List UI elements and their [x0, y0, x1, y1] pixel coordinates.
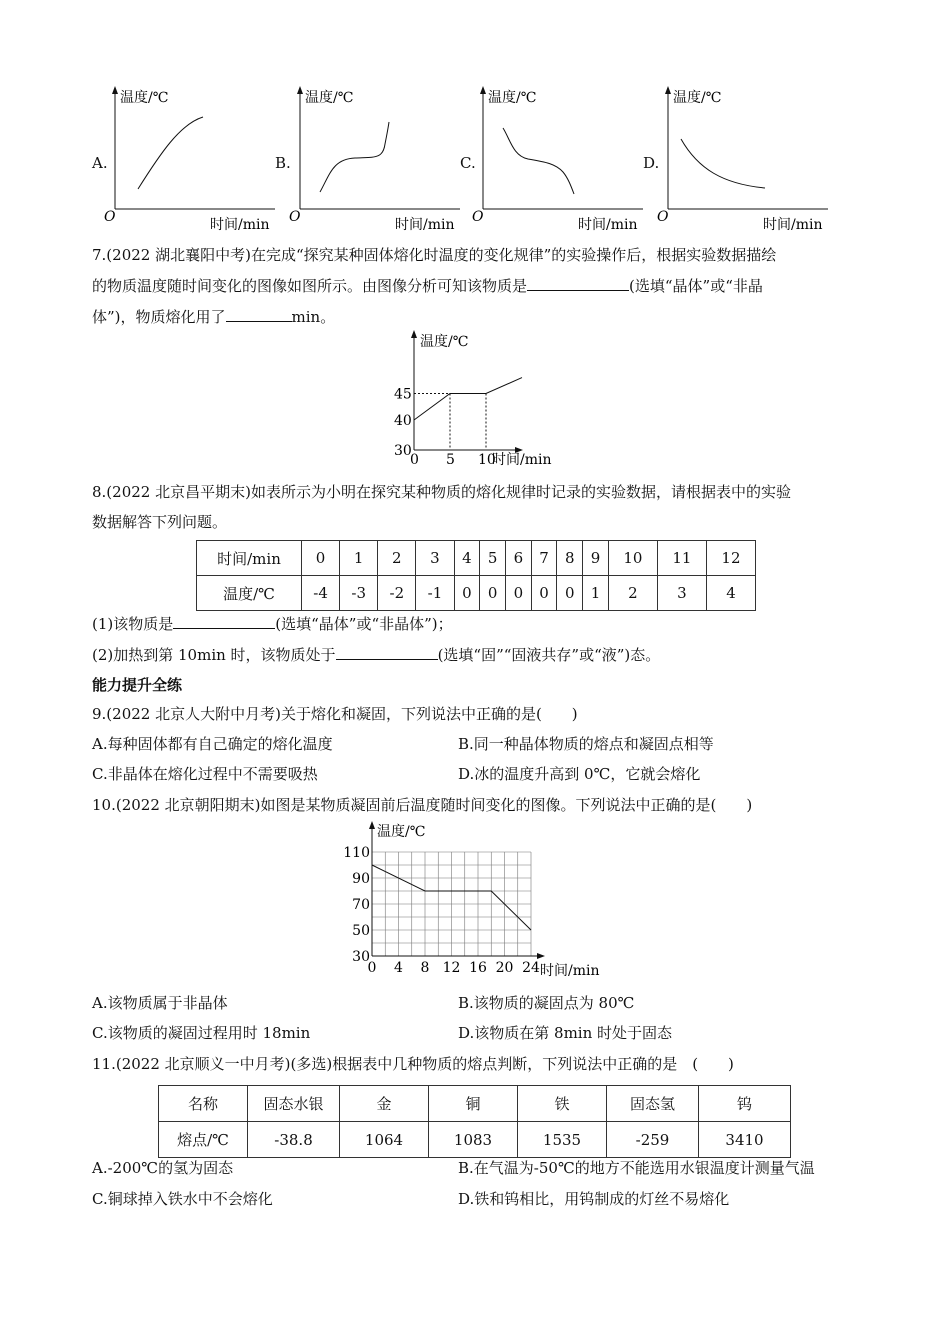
- table-cell: 7: [531, 541, 557, 576]
- q10-option-b[interactable]: B.该物质的凝固点为 80℃: [458, 994, 635, 1012]
- q8-time-header: 时间/min: [197, 541, 302, 576]
- q7-ytick-label: 30: [394, 443, 412, 459]
- q10-chart-xlabel: 时间/min: [540, 963, 600, 979]
- table-cell: 0: [531, 576, 557, 611]
- table-cell: 0: [480, 576, 506, 611]
- q7-ytick-label: 40: [394, 413, 412, 429]
- q7-line3b: min。: [291, 308, 336, 326]
- q8-table-row-temp: [197, 576, 756, 611]
- q11-table-row-mp: [159, 1122, 791, 1158]
- q9-option-d[interactable]: D.冰的温度升高到 0℃，它就会熔化: [458, 765, 701, 783]
- table-cell: 8: [557, 541, 583, 576]
- graph-b-ylabel: 温度/℃: [305, 90, 354, 106]
- q8-part1-a: (1)该物质是: [92, 615, 174, 633]
- q11-option-a[interactable]: A.-200℃的氢为固态: [92, 1159, 234, 1177]
- q7-line2b: (选填“晶体”或“非晶: [629, 277, 763, 295]
- q7-xtick-label: 5: [446, 452, 455, 468]
- q8-part1: [92, 612, 453, 635]
- graph-c-xlabel: 时间/min: [578, 217, 638, 233]
- q8-part2: [92, 643, 660, 666]
- q8-line2: 数据解答下列问题。: [92, 513, 228, 531]
- table-cell: 0: [302, 541, 340, 576]
- q7-chart-xlabel: 时间/min: [492, 452, 552, 468]
- table-cell: 固态氢: [607, 1086, 699, 1122]
- q10-ytick-label: 90: [352, 871, 370, 887]
- option-d-label: D.: [643, 154, 660, 172]
- table-cell: 金: [340, 1086, 429, 1122]
- q11-stem: 11.(2022 北京顺义一中月考)(多选)根据表中几种物质的熔点判断，下列说法中正确的是 ( ): [92, 1055, 734, 1073]
- q7-xtick-label: 10: [478, 452, 496, 468]
- graph-c-origin: O: [472, 209, 484, 225]
- q7-xtick-label: 0: [410, 452, 419, 468]
- q10-xtick-label: 4: [394, 960, 403, 976]
- table-cell: 铁: [518, 1086, 607, 1122]
- q8-table-row-time: [197, 541, 756, 576]
- q8-answer-blank-2[interactable]: [336, 643, 438, 660]
- table-cell: -3: [340, 576, 378, 611]
- q7-ytick-label: 45: [394, 386, 412, 403]
- q7-answer-blank-2[interactable]: [226, 305, 292, 322]
- table-cell: 2: [378, 541, 416, 576]
- q9-option-c[interactable]: C.非晶体在熔化过程中不需要吸热: [92, 765, 318, 783]
- table-cell: 11: [657, 541, 706, 576]
- table-cell: 0: [505, 576, 531, 611]
- q7-line3: [92, 305, 335, 328]
- table-cell: 0: [557, 576, 583, 611]
- table-cell: 1083: [429, 1122, 518, 1158]
- q8-table: [196, 540, 756, 611]
- table-cell: 1535: [518, 1122, 607, 1158]
- option-b-label: B.: [275, 154, 291, 172]
- q10-xtick-label: 12: [442, 960, 461, 976]
- graph-a-curve: [138, 117, 203, 189]
- q8-part1-b: (选填“晶体”或“非晶体”)；: [275, 615, 453, 633]
- graph-a-ylabel: 温度/℃: [120, 90, 169, 106]
- table-cell: 2: [608, 576, 657, 611]
- graph-d-xlabel: 时间/min: [763, 217, 823, 233]
- q10-ytick-label: 70: [352, 897, 370, 913]
- q10-xtick-label: 24: [522, 960, 540, 976]
- q11-option-b[interactable]: B.在气温为-50℃的地方不能选用水银温度计测量气温: [458, 1159, 815, 1177]
- q7-line2a: 的物质温度随时间变化的图像如图所示。由图像分析可知该物质是: [92, 277, 528, 295]
- table-cell: 4: [454, 541, 480, 576]
- table-cell: 铜: [429, 1086, 518, 1122]
- table-cell: 3410: [699, 1122, 791, 1158]
- table-cell: 钨: [699, 1086, 791, 1122]
- q7-line3a: 体”)，物质熔化用了: [92, 308, 226, 326]
- q10-option-c[interactable]: C.该物质的凝固过程用时 18min: [92, 1024, 311, 1042]
- graph-b-curve: [320, 122, 389, 192]
- q7-line1: 7.(2022 湖北襄阳中考)在完成“探究某种固体熔化时温度的变化规律”的实验操作后，根据实验数据描绘: [92, 246, 777, 264]
- graph-b-origin: O: [289, 209, 301, 225]
- q7-chart: [390, 328, 560, 470]
- q10-stem: 10.(2022 北京朝阳期末)如图是某物质凝固前后温度随时间变化的图像。下列说法中正确的是( ): [92, 796, 753, 814]
- graph-d-ylabel: 温度/℃: [673, 90, 722, 106]
- table-cell: 1064: [340, 1122, 429, 1158]
- q8-part2-a: (2)加热到第 10min 时，该物质处于: [92, 646, 336, 664]
- table-cell: -2: [378, 576, 416, 611]
- q10-xtick-label: 16: [469, 960, 487, 976]
- table-cell: 3: [657, 576, 706, 611]
- table-cell: 6: [505, 541, 531, 576]
- table-cell: 1: [340, 541, 378, 576]
- q11-option-c[interactable]: C.铜球掉入铁水中不会熔化: [92, 1190, 273, 1208]
- q10-chart: [340, 818, 610, 980]
- graph-d: [653, 84, 833, 234]
- graph-d-curve: [681, 139, 765, 188]
- table-cell: 3: [416, 541, 454, 576]
- q11-mp-header: 熔点/℃: [159, 1122, 248, 1158]
- graph-b-xlabel: 时间/min: [395, 217, 455, 233]
- graph-c: [468, 84, 648, 234]
- q11-name-header: 名称: [159, 1086, 248, 1122]
- option-c-label: C.: [460, 154, 476, 172]
- q7-line2: [92, 274, 763, 297]
- table-cell: 固态水银: [248, 1086, 340, 1122]
- table-cell: 1: [583, 576, 609, 611]
- q10-chart-ylabel: 温度/℃: [377, 824, 426, 840]
- q11-table-row-name: [159, 1086, 791, 1122]
- q10-option-d[interactable]: D.该物质在第 8min 时处于固态: [458, 1024, 673, 1042]
- graph-a-origin: O: [104, 209, 116, 225]
- table-cell: -1: [416, 576, 454, 611]
- table-cell: 12: [706, 541, 755, 576]
- q10-xtick-label: 8: [420, 960, 430, 976]
- q9-stem: 9.(2022 北京人大附中月考)关于熔化和凝固，下列说法中正确的是( ): [92, 705, 578, 723]
- q10-xtick-label: 20: [495, 960, 514, 976]
- table-cell: 0: [454, 576, 480, 611]
- option-a-label: A.: [92, 154, 108, 172]
- q10-ytick-label: 110: [343, 845, 370, 861]
- q11-table: [158, 1085, 791, 1158]
- q11-option-d[interactable]: D.铁和钨相比，用钨制成的灯丝不易熔化: [458, 1190, 730, 1208]
- q10-xtick-label: 0: [367, 960, 377, 976]
- q8-part2-b: (选填“固”“固液共存”或“液”)态。: [437, 646, 661, 664]
- q9-option-b[interactable]: B.同一种晶体物质的熔点和凝固点相等: [458, 735, 714, 753]
- table-cell: -38.8: [248, 1122, 340, 1158]
- q7-chart-series: [414, 378, 522, 420]
- table-cell: 10: [608, 541, 657, 576]
- table-cell: 9: [583, 541, 609, 576]
- q10-option-a[interactable]: A.该物质属于非晶体: [92, 994, 228, 1012]
- graph-a: [100, 84, 280, 234]
- graph-c-curve: [503, 128, 574, 194]
- table-cell: -259: [607, 1122, 699, 1158]
- q7-answer-blank-1[interactable]: [527, 274, 629, 291]
- graph-c-ylabel: 温度/℃: [488, 90, 537, 106]
- q9-option-a[interactable]: A.每种固体都有自己确定的熔化温度: [92, 735, 333, 753]
- graph-a-xlabel: 时间/min: [210, 217, 270, 233]
- q8-line1: 8.(2022 北京昌平期末)如表所示为小明在探究某种物质的熔化规律时记录的实验数据，请根据表中的实验: [92, 483, 791, 501]
- table-cell: 4: [706, 576, 755, 611]
- graph-b: [285, 84, 465, 234]
- q7-chart-ylabel: 温度/℃: [420, 334, 469, 350]
- table-cell: -4: [302, 576, 340, 611]
- q10-ytick-label: 50: [352, 923, 370, 939]
- q10-ytick-label: 30: [352, 949, 370, 965]
- q8-temp-header: 温度/℃: [197, 576, 302, 611]
- table-cell: 5: [480, 541, 506, 576]
- q8-answer-blank-1[interactable]: [173, 612, 275, 629]
- graph-d-origin: O: [657, 209, 669, 225]
- section-title: 能力提升全练: [92, 676, 183, 694]
